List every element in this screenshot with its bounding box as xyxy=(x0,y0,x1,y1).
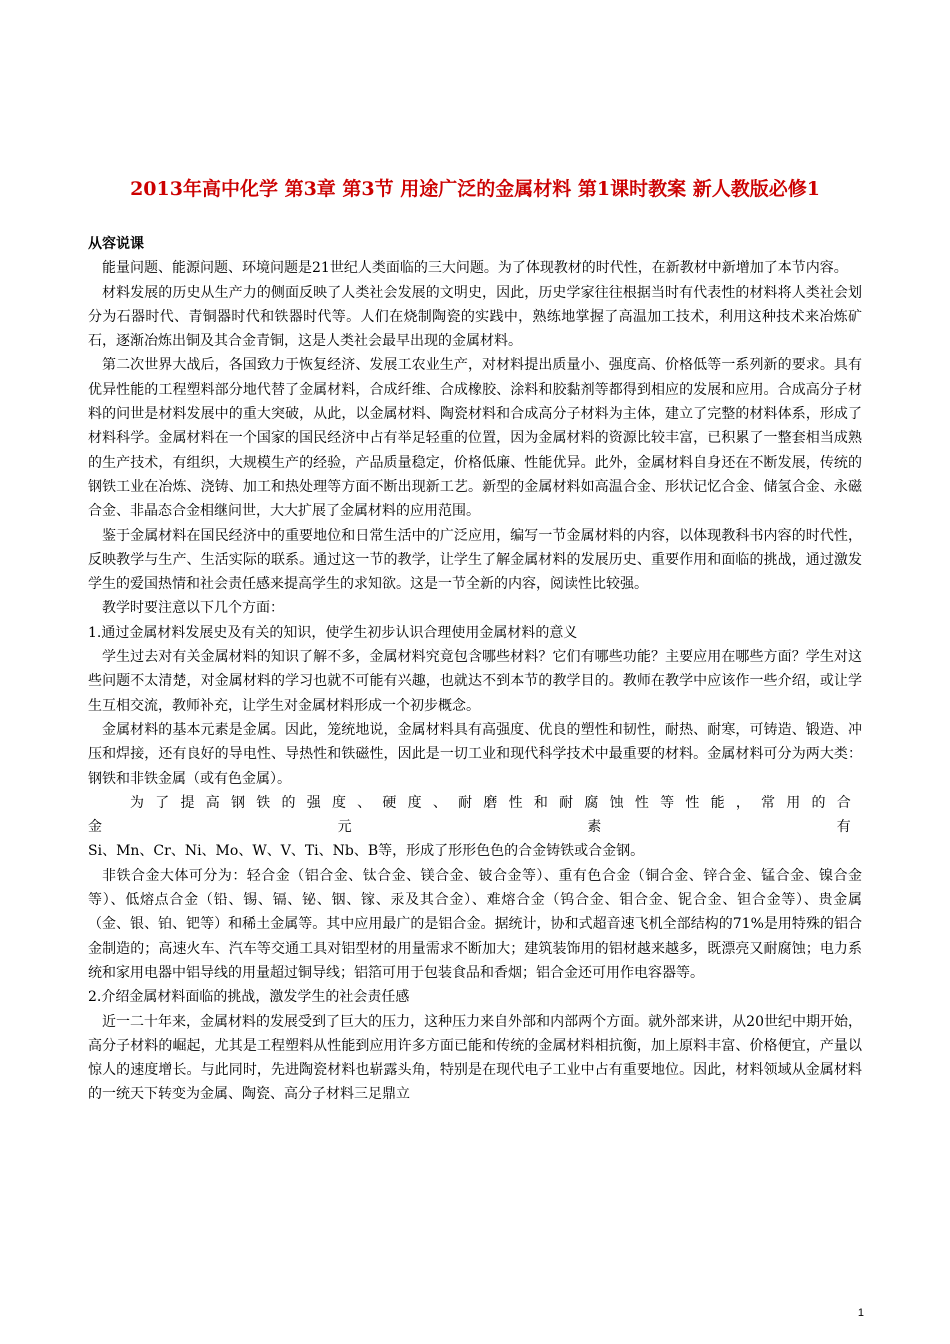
paragraph: 学生过去对有关金属材料的知识了解不多，金属材料究竟包含哪些材料？它们有哪些功能？主要应用在哪些方面？学生对这些问题不太清楚，对金属材料的学习也就不可能有兴趣，也就达不到本节的教学目的。教师在教学中应该作一些介绍，或让学生互相交流，教师补充，让学生对金属材料形成一个初步概念。 xyxy=(88,649,862,714)
document-body xyxy=(88,232,862,1107)
page-number: 1 xyxy=(857,1307,864,1319)
paragraph-spaced-line: 为了提高钢铁的强度、硬度、耐磨性和耐腐蚀性等性能，常用的合金元素有 xyxy=(88,794,862,836)
paragraph: 非铁合金大体可分为：轻合金（铝合金、钛合金、镁合金、铍合金等）、重有色合金（铜合金、锌合金、锰合金、镍合金等）、低熔点合金（铅、锡、镉、铋、铟、镓、汞及其合金）、难熔合金（钨合金、钼合金、铌合金、钽合金等）、贵金属（金、银、铂、钯等）和稀土金属等。其中应用最广的是铝合金。据统计，协和式超音速飞机全部结构的71%是用特殊的铝合金制造的；高速火车、汽车等交通工具对铝型材的用量需求不断加大；建筑装饰用的铝材越来越多，既漂亮又耐腐蚀；电力系统和家用电器中铝导线的用量超过铜导线；铝箔可用于包装食品和香烟；铝合金还可用作电容器等。 xyxy=(88,867,862,981)
paragraph: 材料发展的历史从生产力的侧面反映了人类社会发展的文明史，因此，历史学家往往根据当时有代表性的材料将人类社会划分为石器时代、青铜器时代和铁器时代等。人们在烧制陶瓷的实践中，熟练地掌握了高温加工技术，利用这种技术来冶炼矿石，逐渐冶炼出铜及其合金青铜，这是人类社会最早出现的金属材料。 xyxy=(88,284,862,350)
numbered-heading: 2.介绍金属材料面临的挑战，激发学生的社会责任感 xyxy=(88,989,410,1006)
paragraph: 近一二十年来，金属材料的发展受到了巨大的压力，这种压力来自外部和内部两个方面。就外部来讲，从20世纪中期开始，高分子材料的崛起，尤其是工程塑料从性能到应用许多方面已能和传统的金属材料相抗衡，加上原料丰富、价格便宜，产量以惊人的速度增长。与此同时，先进陶瓷材料也崭露头角，特别是在现代电子工业中占有重要地位。因此，材料领域从金属材料的一统天下转变为金属、陶瓷、高分子材料三足鼎立 xyxy=(88,1013,862,1103)
paragraph: 能量问题、能源问题、环境问题是21世纪人类面临的三大问题。为了体现教材的时代性，在新教材中新增加了本节内容。 xyxy=(102,260,848,277)
paragraph-continuation: Si、Mn、Cr、Ni、Mo、W、V、Ti、Nb、B等，形成了形形色色的合金铸铁或合金钢。 xyxy=(88,843,645,860)
section-heading: 从容说课 xyxy=(88,236,144,252)
paragraph: 鉴于金属材料在国民经济中的重要地位和日常生活中的广泛应用，编写一节金属材料的内容，以体现教科书内容的时代性，反映教学与生产、生活实际的联系。通过这一节的教学，让学生了解金属材料的发展历史、重要作用和面临的挑战，通过激发学生的爱国热情和社会责任感来提高学生的求知欲。这是一节全新的内容，阅读性比较强。 xyxy=(88,527,862,593)
document-title: 2013年高中化学 第3章 第3节 用途广泛的金属材料 第1课时教案 新人教版必修1 xyxy=(130,178,820,200)
paragraph: 教学时要注意以下几个方面： xyxy=(102,600,284,617)
paragraph: 第二次世界大战后，各国致力于恢复经济、发展工农业生产，对材料提出质量小、强度高、价格低等一系列新的要求。具有优异性能的工程塑料部分地代替了金属材料，合成纤维、合成橡胶、涂料和胶黏剂等都得到相应的发展和应用。合成高分子材料的问世是材料发展中的重大突破，从此，以金属材料、陶瓷材料和合成高分子材料为主体，建立了完整的材料体系，形成了材料科学。金属材料在一个国家的国民经济中占有举足轻重的位置，因为金属材料的资源比较丰富，已积累了一整套相当成熟的生产技术，有组织，大规模生产的经验，产品质量稳定，价格低廉、性能优异。此外，金属材料自身还在不断发展，传统的钢铁工业在冶炼、浇铸、加工和热处理等方面不断出现新工艺。新型的金属材料如高温合金、形状记忆合金、储氢合金、永磁合金、非晶态合金相继问世，大大扩展了金属材料的应用范围。 xyxy=(88,357,862,520)
paragraph: 金属材料的基本元素是金属。因此，笼统地说，金属材料具有高强度、优良的塑性和韧性，耐热、耐寒，可铸造、锻造、冲压和焊接，还有良好的导电性、导热性和铁磁性，因此是一切工业和现代科学技术中最重要的材料。金属材料可分为两大类：钢铁和非铁金属（或有色金属）。 xyxy=(88,721,862,787)
numbered-heading: 1.通过金属材料发展史及有关的知识，使学生初步认识合理使用金属材料的意义 xyxy=(88,624,578,641)
